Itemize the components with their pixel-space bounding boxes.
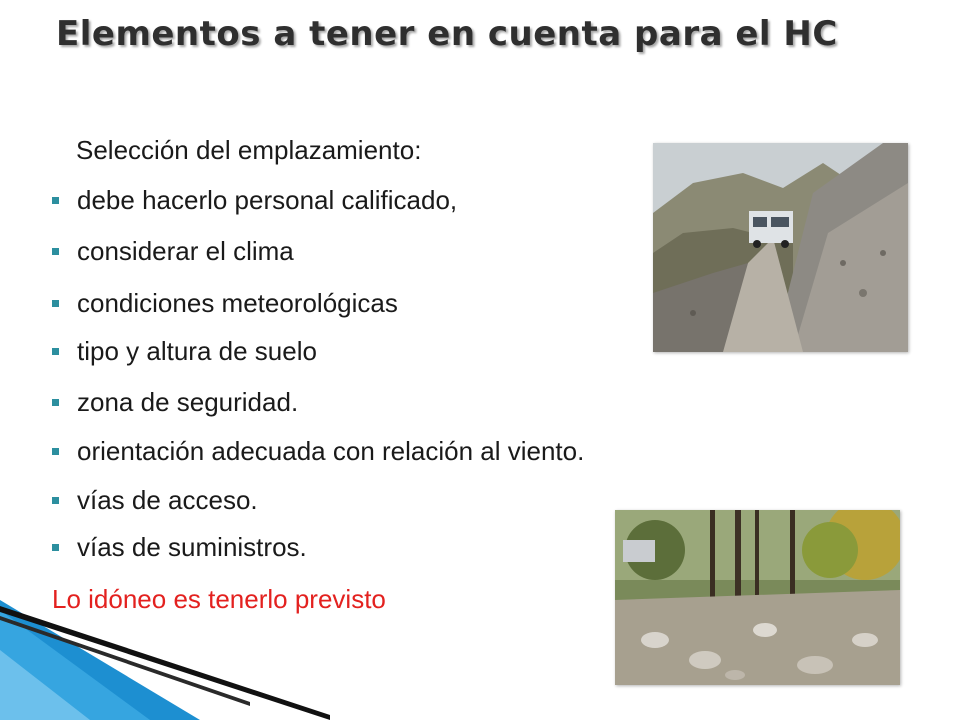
mountain-road-photo [653,143,908,352]
bullet-marker-icon [52,300,59,307]
list-item [52,233,294,269]
bullet-marker-icon [52,197,59,204]
list-item-text: vías de acceso. [77,484,258,515]
forest-riverbed-photo [615,510,900,685]
list-item [52,384,298,420]
bullet-marker-icon [52,544,59,551]
list-item-text: considerar el clima [77,235,294,266]
list-item [52,333,317,369]
corner-stripes-decoration [0,590,340,720]
bullet-marker-icon [52,399,59,406]
list-item-text: tipo y altura de suelo [77,335,317,366]
bullet-marker-icon [52,248,59,255]
slide-title: Elementos a tener en cuenta para el HC [56,14,838,54]
list-item [52,285,398,321]
list-item-text: condiciones meteorológicas [77,287,398,318]
conclusion-text: Lo idóneo es tenerlo previsto [52,584,386,614]
list-item-text: zona de seguridad. [77,386,299,417]
list-item-text: debe hacerlo personal calificado, [77,184,458,215]
bullet-marker-icon [52,448,59,455]
list-item-text: vías de suministros. [77,531,307,562]
section-subheading: Selección del emplazamiento: [76,135,422,165]
list-item [52,482,258,518]
list-item [52,182,457,218]
list-item [52,433,584,469]
bullet-marker-icon [52,497,59,504]
bullet-marker-icon [52,348,59,355]
list-item-text: orientación adecuada con relación al viento. [77,435,585,466]
list-item [52,529,307,565]
